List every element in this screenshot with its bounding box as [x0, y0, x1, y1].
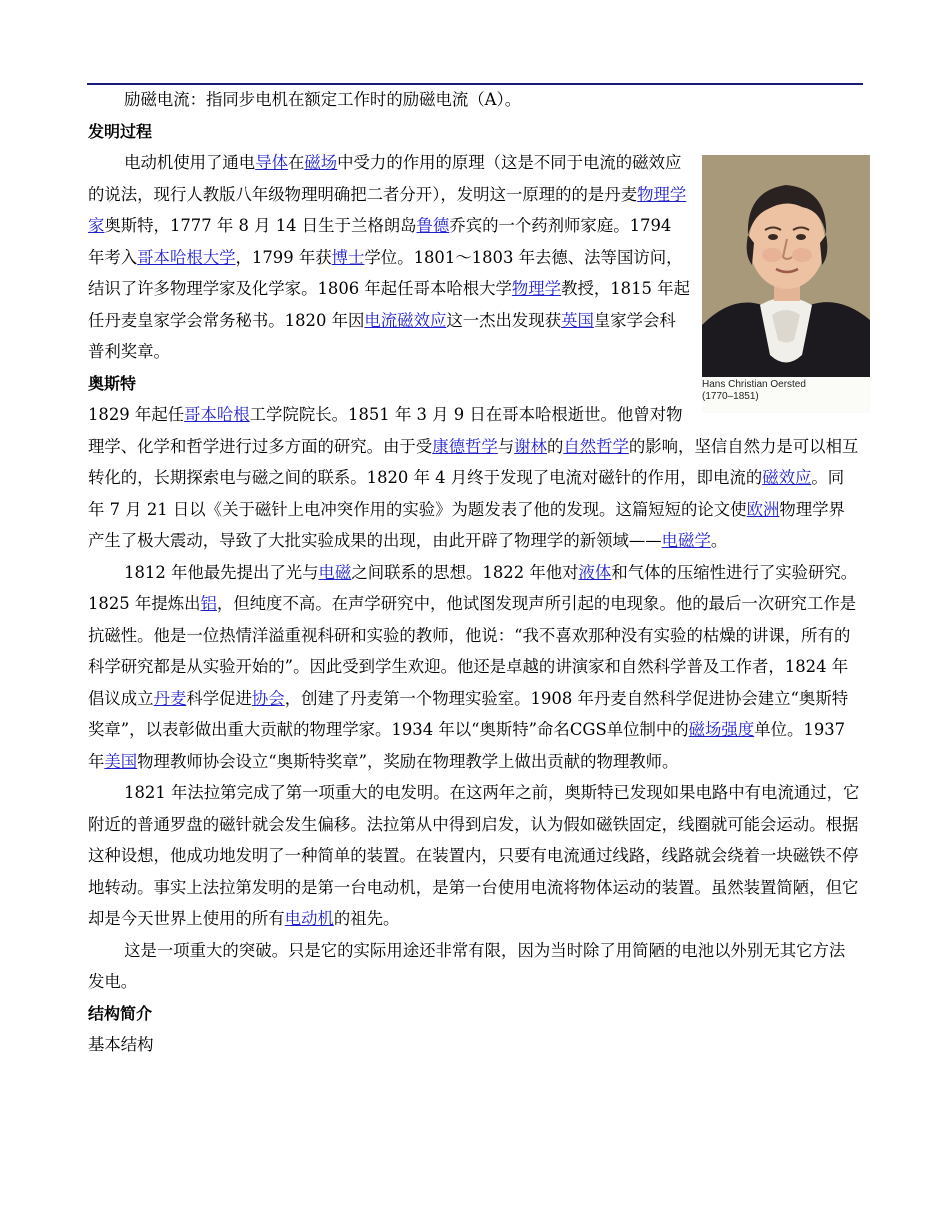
text-run: 奥斯特，1777 年 8 月 14 日生于兰格朗岛: [104, 216, 417, 235]
text-run: 。同年 7 月 21 日以《关于磁针上电冲突作用的实验》为题发表了他的发现。这篇短短的论文使: [88, 468, 845, 519]
paragraph-oersted-research: [88, 557, 860, 778]
hyperlink[interactable]: 电流磁效应: [364, 310, 447, 330]
hyperlink[interactable]: 自然哲学: [563, 436, 629, 456]
hyperlink[interactable]: 哥本哈根: [184, 405, 250, 424]
text-run: ，但纯度不高。在声学研究中，他试图发现声所引起的电现象。他的最后一次研究工作是抗磁性。他是一位热情洋溢重视科研和实验的教师，他说：“我不喜欢那种没有实验的枯燥的讲课，所有的科学研究都是从实验开始的”。因此受到学生欢迎。他还是卓越的讲演家和自然科学普及工作者，1824 年倡议成立: [88, 594, 857, 708]
text-run: 单位。1937 年: [88, 720, 846, 771]
hyperlink[interactable]: 鲁德: [416, 216, 450, 235]
heading-oersted: 奥斯特: [88, 373, 137, 393]
text-run: 中受力的作用的原理（这是不同于电流的磁效应的说法，现行人教版八年级物理明确把二者分开），发明这一原理的的是丹麦: [88, 153, 682, 204]
portrait-image: [702, 155, 870, 377]
text-run: 皇家学会科普利奖章。: [88, 310, 676, 361]
hyperlink[interactable]: 英国: [561, 310, 594, 330]
text-run: 乔宾的一个药剂师家庭。1794 年考入: [88, 216, 672, 267]
text-run: 学位。1801～1803 年去德、法等国访问，结识了许多物理学家及化学家。1806 年起任哥本哈根大学: [88, 247, 683, 298]
portrait-caption-years: (1770–1851): [702, 391, 759, 402]
hyperlink[interactable]: 哥本哈根大学: [137, 247, 236, 267]
hyperlink[interactable]: 导体: [255, 153, 288, 172]
text-run: 在: [287, 153, 305, 172]
text-run: 与: [497, 436, 515, 456]
hyperlink[interactable]: 电动机: [284, 909, 334, 928]
text-run: 1812 年他最先提出了光与: [124, 562, 319, 582]
text-run: ，创建了丹麦第一个物理实验室。1908 年丹麦自然科学促进协会建立“奥斯特奖章”，以表彰做出重大贡献的物理学家。1934 年以“奥斯特”命名CGS单位制中的: [88, 688, 849, 739]
hyperlink[interactable]: 康德哲学: [432, 436, 498, 456]
hyperlink[interactable]: 铝: [200, 594, 217, 613]
excitation-current-line: 励磁电流：指同步电机在额定工作时的励磁电流（A）。: [124, 90, 522, 109]
hyperlink[interactable]: 液体: [578, 562, 612, 582]
hyperlink[interactable]: 丹麦: [153, 688, 187, 708]
hyperlink[interactable]: 协会: [251, 688, 285, 708]
hyperlink[interactable]: 欧洲: [746, 499, 780, 519]
portrait-caption: [702, 379, 870, 403]
portrait-oersted: [702, 155, 870, 413]
hyperlink[interactable]: 磁场强度: [688, 720, 755, 739]
hyperlink[interactable]: 物理学: [511, 279, 562, 298]
hyperlink[interactable]: 磁场: [304, 153, 338, 172]
text-run: 1821 年法拉第完成了第一项重大的电发明。在这两年之前，奥斯特已发现如果电路中有电流通过，它附近的普通罗盘的磁针就会发生偏移。法拉第从中得到启发，认为假如磁铁固定，线圈就可能会运动。根据这种设想，他成功地发明了一种简单的装置。在装置内，只要有电流通过线路，线路就会绕着一块磁铁不停地转动。事实上法拉第发明的是第一台电动机，是第一台使用电流将物体运动的装置。虽然装置简陋，但它却是今天世界上使用的所有: [88, 783, 860, 928]
text-run: 之间联系的思想。1822 年他对: [351, 562, 579, 582]
paragraph-faraday: [88, 777, 860, 935]
hyperlink[interactable]: 博士: [331, 247, 365, 267]
heading-structure-intro: 结构简介: [88, 1003, 153, 1023]
hyperlink[interactable]: 谢林: [514, 436, 547, 456]
paragraph-breakthrough: 这是一项重大的突破。只是它的实际用途还非常有限，因为当时除了用简陋的电池以外别无其它方法发电。: [88, 940, 846, 991]
hyperlink[interactable]: 电磁: [318, 562, 352, 582]
text-run: ，1799 年获: [235, 247, 332, 267]
hyperlink[interactable]: 磁效应: [762, 468, 812, 487]
text-run: 教授，1815 年起任丹麦皇家学会常务秘书。1820 年因: [88, 279, 690, 330]
text-run: 1829 年起任: [88, 405, 185, 424]
document-body: [88, 84, 860, 1061]
paragraph-oersted-bio: [88, 399, 860, 557]
basic-structure-line: 基本结构: [88, 1035, 154, 1054]
text-run: 工学院院长。1851 年 3 月 9 日在哥本哈根逝世。他曾对物理学、化学和哲学进行过多方面的研究。由于受: [88, 405, 683, 456]
hyperlink[interactable]: 美国: [104, 751, 138, 771]
text-run: 的祖先。: [333, 909, 400, 928]
text-run: 物理教师协会设立“奥斯特奖章”，奖励在物理教学上做出贡献的物理教师。: [137, 751, 679, 771]
text-run: 和气体的压缩性进行了实验研究。1825 年提炼出: [88, 562, 858, 613]
heading-invention-process: 发明过程: [88, 121, 153, 141]
portrait-caption-name: Hans Christian Oersted: [702, 379, 806, 390]
text-run: 科学促进: [186, 688, 252, 708]
hyperlink[interactable]: 物理学家: [88, 184, 687, 235]
text-run: 的影响，坚信自然力是可以相互转化的，长期探索电与磁之间的联系。1820 年 4 月终于发现了电流对磁针的作用，即电流的: [88, 436, 859, 487]
text-run: 电动机使用了通电: [124, 153, 256, 172]
hyperlink[interactable]: 电磁学: [661, 531, 711, 550]
text-run: 这一杰出发现获: [446, 310, 562, 330]
text-run: 的: [546, 436, 564, 456]
text-run: 物理学界产生了极大震动，导致了大批实验成果的出现，由此开辟了物理学的新领域——: [88, 499, 845, 550]
text-run: 。: [710, 531, 728, 550]
